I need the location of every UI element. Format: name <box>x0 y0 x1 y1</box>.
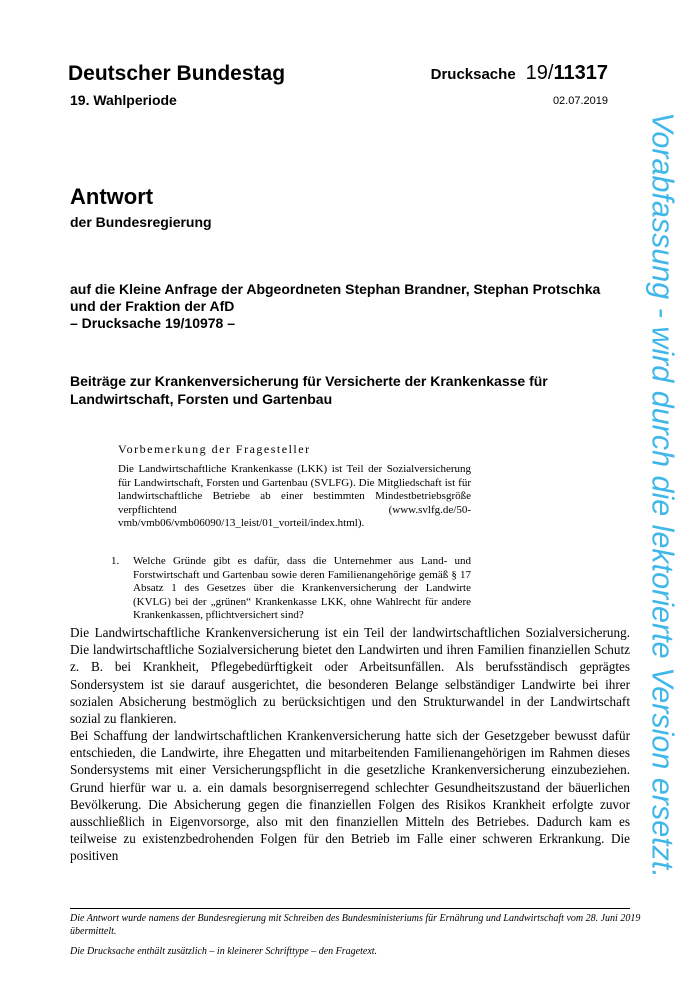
topic-line: Landwirtschaft, Forsten und Gartenbau <box>70 391 333 407</box>
topic-line: Beiträge zur Krankenversicherung für Versicherte der Krankenkasse für <box>70 373 548 389</box>
footnote-divider <box>70 908 630 909</box>
document-subtitle: der Bundesregierung <box>70 214 212 230</box>
document-date: 02.07.2019 <box>552 95 608 107</box>
preliminary-remark-text: Die Landwirtschaftliche Krankenkasse (LKK) ist Teil der Sozialversicherung für Landwirtschaft, Forsten und Gartenbau (SVLFG). Die Mitgliedschaft ist für landwirtschaftliche Betriebe ab einer bestimmten Mindestbetriebsgröße verpflichtend (www.svlfg.de/50-vmb/vmb06/vmb06090/13_leist/01_vorteil/index.html). <box>118 463 471 530</box>
answer-paragraph: Die Landwirtschaftliche Krankenversicherung ist ein Teil der landwirtschaftlichen Sozialversicherung. Die landwirtschaftliche Sozialversicherung bietet den Landwirten und ihren Familien finanziellen Schutz z. B. bei Krankheit, Pflegebedürftigkeit oder Arbeitsunfällen. Als berufsständisch geprägtes Sondersystem ist sie darauf ausgerichtet, die besonderen Belange selbständiger Landwirte bei ihrer sozialen Absicherung bestmöglich zu berücksichtigen und den Strukturwandel in der Landwirtschaft sozial zu flankieren. <box>70 625 630 727</box>
document-title: Antwort <box>70 184 154 209</box>
footnote-transmission: Die Antwort wurde namens der Bundesregierung mit Schreiben des Bundesministeriums für Ernährung und Landwirtschaft vom 28. Juni 2019 übermittelt. <box>70 913 641 937</box>
preliminary-remark-heading: Vorbemerkung der Fragesteller <box>118 442 311 456</box>
drucksache-label: Drucksache <box>430 66 516 83</box>
question-number: 1. <box>111 555 120 567</box>
organization-title: Deutscher Bundestag <box>68 62 286 85</box>
answer-paragraph: Bei Schaffung der landwirtschaftlichen Krankenversicherung hatte sich der Gesetzgeber bewusst dafür entschieden, die Landwirte, ihre Ehegatten und mitarbeitenden Familienangehörigen im Rahmen dieses Sondersystems mit einer Versicherungspflicht in die gesetzliche Krankenversicherung einzubeziehen. Grund hierfür war u. a. ein damals besorgniserregend schlechter Gesundheitszustand der bäuerlichen Bevölkerung. Die Absicherung gegen die finanziellen Folgen des Risikos Krankheit erfolgte zuvor ausschließlich in Eigenvorsorge, also mit den finanziellen Mitteln des Betriebes. Dadurch kam es teilweise zu existenzbedrohenden Folgen für den Betrieb im Falle einer schweren Erkrankung. Die positiven <box>70 728 630 864</box>
footnote-print-note: Die Drucksache enthält zusätzlich – in kleinerer Schrifttype – den Fragetext. <box>70 946 378 957</box>
legislative-period: 19. Wahlperiode <box>70 92 177 108</box>
inquiry-line: – Drucksache 19/10978 – <box>70 315 236 331</box>
drucksache-prefix: 19/ <box>525 62 554 84</box>
inquiry-line: und der Fraktion der AfD <box>70 298 235 314</box>
topic-heading <box>70 372 630 408</box>
inquiry-reference <box>70 281 630 332</box>
draft-watermark: Vorabfassung - wird durch die lektorierte Version ersetzt. <box>645 112 680 878</box>
drucksache-id: 11317 <box>553 62 608 84</box>
question-text: Welche Gründe gibt es dafür, dass die Unternehmer aus Land- und Forstwirtschaft und Gartenbau sowie deren Familienangehörige gemäß § 17 Absatz 1 des Gesetzes über die Krankenversicherung der Landwirte (KVLG) bei der „grünen“ Krankenkasse LKK, ohne Wahlrecht für andere Krankenkassen, pflichtversichert sind? <box>133 555 471 622</box>
drucksache-number <box>431 62 608 85</box>
inquiry-line: auf die Kleine Anfrage der Abgeordneten Stephan Brandner, Stephan Protschka <box>70 281 601 297</box>
